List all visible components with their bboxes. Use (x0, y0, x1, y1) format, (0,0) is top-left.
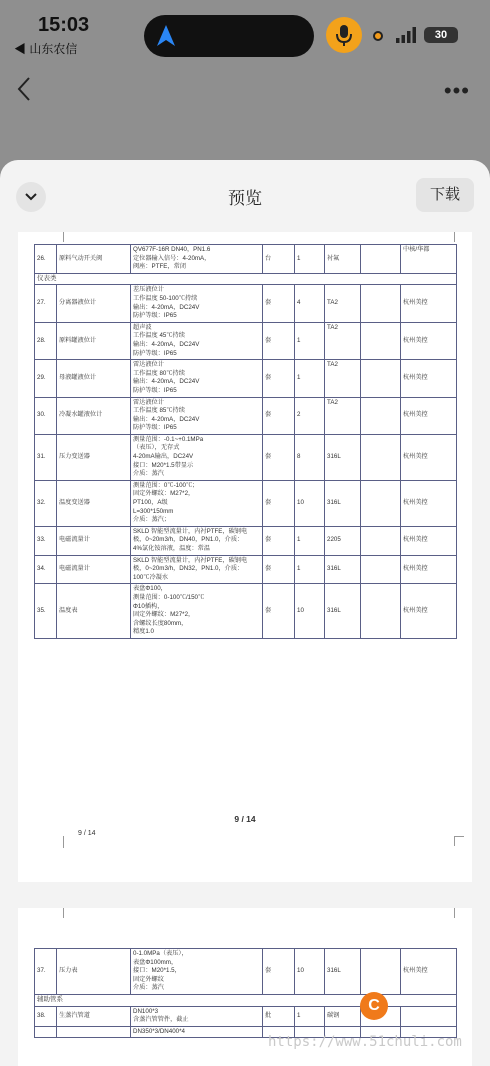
spec-line: 介质：蒸汽； (133, 516, 171, 524)
section-row (35, 273, 457, 285)
item-number: 27. (35, 285, 57, 322)
item-spec (131, 949, 263, 995)
table-row (35, 434, 457, 480)
spec-line: 差压液位计 (133, 286, 164, 294)
item-brand: 杭州美控 (401, 322, 457, 359)
item-quantity: 1 (295, 245, 325, 274)
table-row (35, 397, 457, 434)
spec-line: L=300*150mm (133, 507, 174, 515)
spec-line: 固定外螺纹：M27*2， (133, 611, 195, 619)
watermark-logo-icon: C (360, 992, 388, 1020)
spec-line: 测量范围：0℃-100℃； (133, 481, 199, 489)
crop-mark (54, 836, 64, 848)
app-navbar (0, 62, 490, 118)
spec-line: 极，0~20m3/h，DN32，PN1.0，介质： (133, 565, 244, 573)
spec-line: 表盘Φ100， (133, 585, 167, 593)
cellular-signal-icon (396, 27, 416, 43)
spec-line: DN100*3 (133, 1007, 159, 1015)
spec-line: 4%氯化铵溶液，温度：常温 (133, 545, 211, 552)
item-unit: 套 (263, 480, 295, 526)
item-material: 衬氟 (325, 245, 361, 274)
item-material: 316L (325, 555, 361, 584)
item-spec (131, 584, 263, 639)
item-unit: 套 (263, 555, 295, 584)
item-name: 电磁流量计 (57, 526, 131, 555)
spec-line: 介质：蒸汽 (133, 984, 164, 992)
item-number: 32. (35, 480, 57, 526)
item-spec (131, 434, 263, 480)
item-remark (361, 434, 401, 480)
item-name: 温度表 (57, 584, 131, 639)
item-spec (131, 322, 263, 359)
page-number-left: 9 / 14 (78, 830, 96, 837)
item-number: 29. (35, 360, 57, 397)
item-name: 原料罐液位计 (57, 322, 131, 359)
item-name: 压力表 (57, 949, 131, 995)
crop-mark (454, 836, 464, 846)
page-number-center: 9 / 14 (234, 814, 256, 824)
item-unit: 套 (263, 526, 295, 555)
spec-line: 接口：M20*1.5带显示 (133, 461, 194, 469)
spec-line: （表压），无存式 (133, 444, 180, 452)
table-row (35, 526, 457, 555)
item-name: 生蒸汽管道 (57, 1006, 131, 1026)
item-number: 38. (35, 1006, 57, 1026)
table-row (35, 480, 457, 526)
item-material: TA2 (325, 360, 361, 397)
item-number: 26. (35, 245, 57, 274)
item-quantity: 10 (295, 480, 325, 526)
table-row (35, 949, 457, 995)
item-number: 28. (35, 322, 57, 359)
item-brand: 杭州美控 (401, 526, 457, 555)
back-to-app-link[interactable]: ◀ 山东农信 (14, 42, 78, 56)
item-unit: 套 (263, 434, 295, 480)
table-row (35, 584, 457, 639)
item-quantity: 1 (295, 322, 325, 359)
spec-line: 介质：蒸汽 (133, 470, 164, 478)
spec-line: QV677F-16R DN40，PN1.6 (133, 246, 211, 253)
spec-line: 极，0~20m3/h，DN40，PN1.0，介质： (133, 536, 244, 544)
table-row (35, 322, 457, 359)
item-remark (361, 245, 401, 274)
spec-line: 固定外螺纹：M27*2， (133, 490, 195, 498)
item-brand: 杭州美控 (401, 949, 457, 995)
item-spec (131, 526, 263, 555)
item-quantity: 2 (295, 397, 325, 434)
navigation-arrow-icon (156, 24, 176, 48)
item-spec (131, 1006, 263, 1026)
spec-line: 工作温度 50-100℃持续 (133, 294, 198, 302)
spec-line: Φ10插构， (133, 602, 164, 610)
item-unit: 批 (263, 1006, 295, 1026)
spec-line: 防护等级：IP65 (133, 424, 177, 432)
spec-line: 防护等级：IP65 (133, 312, 177, 320)
spec-line: SKLD 智能型流量计，内衬PTFE，碳钢电 (133, 556, 248, 564)
spec-line: 防护等级：IP65 (133, 349, 177, 357)
back-chevron-icon[interactable] (16, 76, 32, 102)
item-number: 34. (35, 555, 57, 584)
battery-icon: 30 (424, 27, 458, 43)
crop-mark (454, 232, 464, 242)
spec-line: 超声波 (133, 323, 152, 331)
item-brand: 杭州美控 (401, 434, 457, 480)
spec-line: 0-1.0MPa（表压）， (133, 950, 188, 957)
spec-line: 4-20mA输出，DC24V (133, 453, 194, 461)
more-options-icon[interactable]: ••• (443, 78, 470, 103)
item-material: 2205 (325, 526, 361, 555)
spec-line: 精度1.0 (133, 628, 154, 636)
item-spec (131, 245, 263, 274)
item-unit: 套 (263, 584, 295, 639)
spec-line: 工作温度 80℃持续 (133, 369, 185, 377)
spec-line: 工作温度 45℃持续 (133, 332, 185, 340)
table-row (35, 245, 457, 274)
spec-line: 阀座：PTFE，常闭 (133, 263, 186, 271)
item-remark (361, 285, 401, 322)
dynamic-island[interactable] (144, 15, 314, 57)
item-remark (361, 322, 401, 359)
item-brand: 杭州美控 (401, 480, 457, 526)
download-button[interactable]: 下载 (416, 178, 474, 212)
item-remark (361, 526, 401, 555)
spec-line: 测量范围：0-100℃/150℃ (133, 593, 205, 601)
crop-mark (54, 908, 64, 918)
item-number: 31. (35, 434, 57, 480)
item-quantity: 8 (295, 434, 325, 480)
spec-line: 雷达液位计 (133, 361, 164, 369)
spec-line: 输出：4-20mA，DC24V (133, 415, 200, 423)
spec-line: PT100，A级 (133, 499, 168, 507)
clock: 15:03 (38, 14, 90, 36)
sheet-header (0, 160, 490, 230)
microphone-indicator[interactable] (326, 17, 362, 53)
spec-line: 雷达液位计 (133, 398, 164, 406)
item-quantity: 4 (295, 285, 325, 322)
spec-line: SKLD 智能型流量计，内衬PTFE，碳钢电 (133, 527, 248, 535)
item-name: 压力变送器 (57, 434, 131, 480)
item-quantity: 1 (295, 360, 325, 397)
table-row (35, 285, 457, 322)
item-spec (131, 397, 263, 434)
spec-line: 含蒸汽管管件，截止 (133, 1016, 189, 1024)
item-unit: 套 (263, 360, 295, 397)
item-quantity: 10 (295, 584, 325, 639)
crop-mark (454, 908, 464, 918)
item-brand: 杭州美控 (401, 555, 457, 584)
item-material: 316L (325, 584, 361, 639)
recording-dot (373, 31, 383, 41)
item-number: 30. (35, 397, 57, 434)
item-name (57, 1026, 131, 1038)
table-row (35, 555, 457, 584)
item-remark (361, 584, 401, 639)
item-number (35, 1026, 57, 1038)
spec-line: 测量范围：-0.1~+0.1MPa (133, 435, 204, 443)
item-brand: 杭州美控 (401, 584, 457, 639)
item-brand: 杭州美控 (401, 285, 457, 322)
item-quantity: 10 (295, 949, 325, 995)
item-remark (361, 949, 401, 995)
item-spec (131, 1026, 263, 1038)
spec-line: 工作温度 85℃持续 (133, 407, 185, 415)
item-material: TA2 (325, 285, 361, 322)
watermark-url: https://www.51chuli.com (268, 1034, 462, 1050)
item-material: 316L (325, 480, 361, 526)
spec-line: 表盘Φ100mm， (133, 958, 178, 966)
spec-line: 100℃冷凝水 (133, 573, 169, 581)
status-bar (0, 0, 490, 62)
item-material: 碳钢 (325, 1006, 361, 1026)
item-name: 温度变送器 (57, 480, 131, 526)
spec-line: 输出：4-20mA，DC24V (133, 378, 200, 386)
item-material: TA2 (325, 397, 361, 434)
preview-sheet (0, 160, 490, 1066)
spec-line: 含螺纹长度80mm， (133, 619, 188, 627)
item-spec (131, 555, 263, 584)
document-page[interactable] (18, 232, 472, 882)
item-remark (361, 360, 401, 397)
item-remark (361, 480, 401, 526)
item-number: 33. (35, 526, 57, 555)
spec-line: 防护等级：IP65 (133, 386, 177, 394)
item-remark (361, 397, 401, 434)
item-brand: 中核/华都 (401, 245, 457, 274)
spec-line: 接口：M20*1.5， (133, 967, 181, 975)
item-quantity: 1 (295, 526, 325, 555)
item-spec (131, 360, 263, 397)
item-unit: 台 (263, 245, 295, 274)
equipment-table (34, 244, 457, 639)
item-name: 原料气动开关阀 (57, 245, 131, 274)
item-spec (131, 285, 263, 322)
item-name: 冷凝水罐液位计 (57, 397, 131, 434)
item-brand: 杭州美控 (401, 360, 457, 397)
item-name: 分离器液位计 (57, 285, 131, 322)
crop-mark (54, 232, 64, 242)
item-remark (361, 555, 401, 584)
item-material: TA2 (325, 322, 361, 359)
item-number: 37. (35, 949, 57, 995)
item-quantity: 1 (295, 555, 325, 584)
section-label: 辅助管系 (35, 994, 457, 1006)
spec-line: 定位器输入信号：4-20mA， (133, 254, 211, 262)
section-label: 仪表类 (35, 273, 457, 285)
item-brand: 杭州美控 (401, 397, 457, 434)
item-quantity: 1 (295, 1006, 325, 1026)
item-material: 316L (325, 949, 361, 995)
item-number: 35. (35, 584, 57, 639)
item-unit: 套 (263, 397, 295, 434)
sheet-title: 预览 (228, 189, 262, 208)
item-unit: 套 (263, 949, 295, 995)
table-row (35, 360, 457, 397)
item-name: 电磁流量计 (57, 555, 131, 584)
spec-line: 固定外螺纹 (133, 975, 164, 983)
microphone-icon (326, 17, 362, 53)
item-name: 母液罐液位计 (57, 360, 131, 397)
item-material: 316L (325, 434, 361, 480)
item-spec (131, 480, 263, 526)
spec-line: DN350*3/DN400*4 (133, 1027, 185, 1035)
item-unit: 套 (263, 322, 295, 359)
spec-line: 输出：4-20mA，DC24V (133, 303, 200, 311)
item-unit: 套 (263, 285, 295, 322)
spec-line: 输出：4-20mA，DC24V (133, 340, 200, 348)
